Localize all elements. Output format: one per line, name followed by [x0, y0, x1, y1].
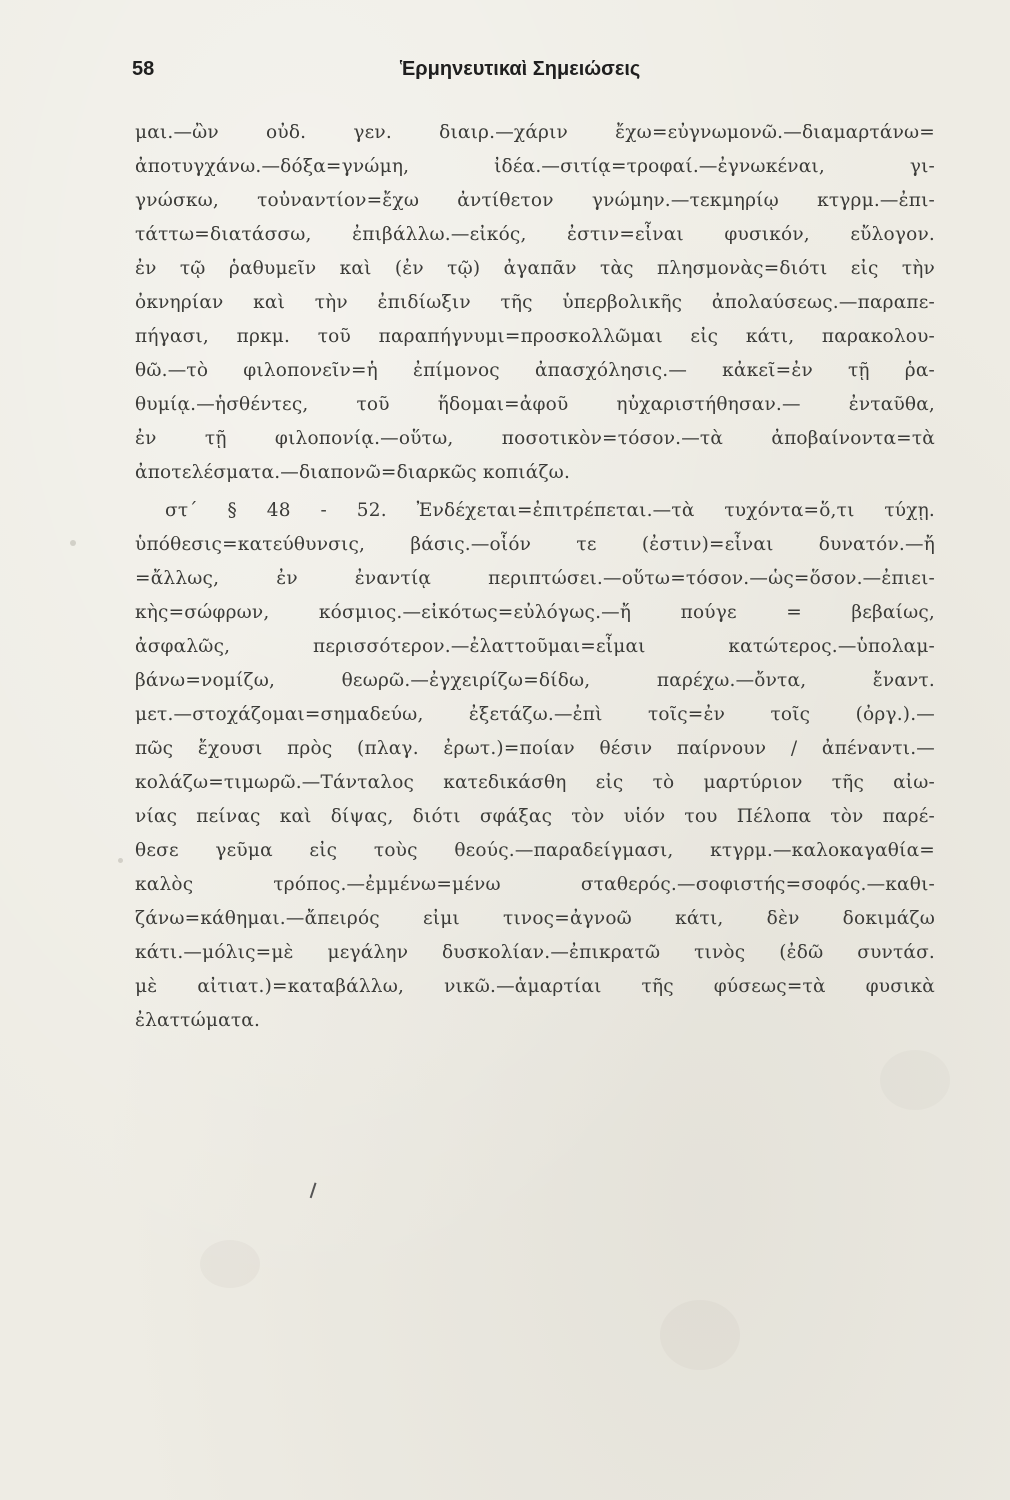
text-line: ἀποτυγχάνω.—δόξα=γνώμη, ἰδέα.—σιτίᾳ=τροφαί.—ἐγνωκέναι, γι- [135, 156, 935, 177]
notes-text [135, 116, 935, 1038]
text-line: ἐλαττώματα. [135, 1010, 261, 1031]
paper-speck [70, 540, 76, 546]
text-line: μετ.—στοχάζομαι=σημαδεύω, ἐξετάζω.—ἐπὶ τοῖς=ἐν τοῖς (ὀργ.).— [135, 704, 935, 725]
text-line: κάτι.—μόλις=μὲ μεγάλην δυσκολίαν.—ἐπικρατῶ τινὸς (ἐδῶ συντάσ. [135, 942, 935, 963]
page-header [132, 58, 950, 88]
text-line: μαι.—ὢν οὐδ. γεν. διαιρ.—χάριν ἔχω=εὐγνωμονῶ.—διαμαρτάνω= [135, 122, 935, 143]
running-head: Ἑρμηνευτικαὶ Σημειώσεις [400, 58, 641, 80]
text-line: ὑπόθεσις=κατεύθυνσις, βάσις.—οἷόν τε (ἐστιν)=εἶναι δυνατόν.—ἤ [135, 534, 935, 555]
text-line: ἐν τῷ ῥαθυμεῖν καὶ (ἐν τῷ) ἀγαπᾶν τὰς πλησμονὰς=διότι εἰς τὴν [135, 258, 935, 279]
paper-speck [880, 1050, 950, 1110]
text-line: ἀποτελέσματα.—διαπονῶ=διαρκῶς κοπιάζω. [135, 462, 571, 483]
text-line: ἐν τῇ φιλοπονίᾳ.—οὕτω, ποσοτικὸν=τόσον.—τὰ ἀποβαίνοντα=τὰ [135, 428, 935, 449]
paper-speck [200, 1240, 260, 1288]
paper-speck [118, 858, 123, 863]
text-line: πῶς ἔχουσι πρὸς (πλαγ. ἐρωτ.)=ποίαν θέσιν παίρνουν / ἀπέναντι.— [135, 738, 935, 759]
text-line: κὴς=σώφρων, κόσμιος.—εἰκότως=εὐλόγως.—ἤ πούγε = βεβαίως, [135, 602, 935, 623]
text-line: νίας πείνας καὶ δίψας, διότι σφάξας τὸν υἱόν του Πέλοπα τὸν παρέ- [135, 806, 935, 827]
pen-mark [310, 1182, 321, 1199]
text-line: ζάνω=κάθημαι.—ἄπειρός εἰμι τινος=ἀγνοῶ κάτι, δὲν δοκιμάζω [135, 908, 935, 929]
text-line: θεσε γεῦμα εἰς τοὺς θεούς.—παραδείγμασι, κτγρμ.—καλοκαγαθία= [135, 840, 935, 861]
page-number: 58 [132, 58, 155, 80]
text-line: καλὸς τρόπος.—ἐμμένω=μένω σταθερός.—σοφιστής=σοφός.—καθι- [135, 874, 935, 895]
text-line: θῶ.—τὸ φιλοπονεῖν=ἡ ἐπίμονος ἀπασχόλησις.— κἀκεῖ=ἐν τῇ ῥα- [135, 360, 935, 381]
text-line: κολάζω=τιμωρῶ.—Τάνταλος κατεδικάσθη εἰς τὸ μαρτύριον τῆς αἰω- [135, 772, 935, 793]
text-line: βάνω=νομίζω, θεωρῶ.—ἐγχειρίζω=δίδω, παρέχω.—ὄντα, ἔναντ. [135, 670, 935, 691]
text-line: τάττω=διατάσσω, ἐπιβάλλω.—εἰκός, ἐστιν=εἶναι φυσικόν, εὔλογον. [135, 224, 935, 245]
text-line: =ἄλλως, ἐν ἐναντίᾳ περιπτώσει.—οὕτω=τόσον.—ὡς=ὅσον.—ἐπιει- [135, 568, 935, 589]
text-line: πήγασι, πρκμ. τοῦ παραπήγνυμι=προσκολλῶμαι εἰς κάτι, παρακολου- [135, 326, 935, 347]
text-line: γνώσκω, τοὐναντίον=ἔχω ἀντίθετον γνώμην.—τεκμηρίῳ κτγρμ.—ἐπι- [135, 190, 935, 211]
text-line: ἀσφαλῶς, περισσότερον.—ἐλαττοῦμαι=εἶμαι κατώτερος.—ὑπολαμ- [135, 636, 935, 657]
text-line: θυμίᾳ.—ἡσθέντες, τοῦ ἥδομαι=ἀφοῦ ηὐχαριστήθησαν.— ἐνταῦθα, [135, 394, 935, 415]
text-line: στ´ § 48 - 52. Ἐνδέχεται=ἐπιτρέπεται.—τὰ τυχόντα=ὅ,τι τύχῃ. [165, 500, 935, 521]
text-line: μὲ αἰτιατ.)=καταβάλλω, νικῶ.—ἁμαρτίαι τῆς φύσεως=τὰ φυσικὰ [135, 976, 935, 997]
text-line: ὀκνηρίαν καὶ τὴν ἐπιδίωξιν τῆς ὑπερβολικῆς ἀπολαύσεως.—παραπε- [135, 292, 935, 313]
paper-speck [660, 1300, 740, 1370]
